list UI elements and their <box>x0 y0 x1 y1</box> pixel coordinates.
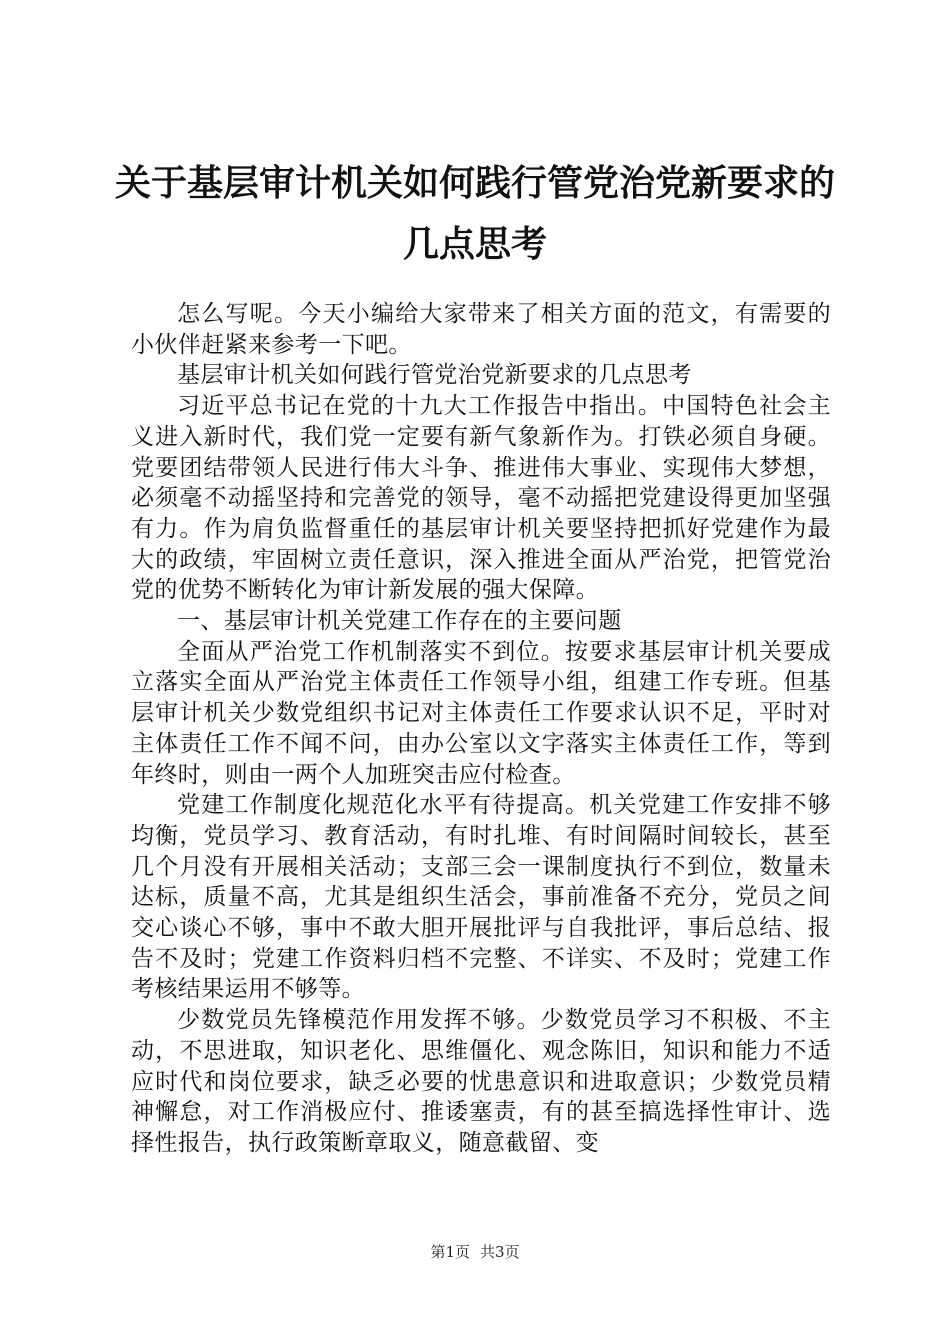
body-paragraph: 全面从严治党工作机制落实不到位。按要求基层审计机关要成立落实全面从严治党主体责任工作领导小组，组建工作专班。但基层审计机关少数党组织书记对主体责任工作要求认识不足，平时对主体责任工作不闻不问，由办公室以文字落实主体责任工作，等到年终时，则由一两个人加班突击应付检查。 <box>131 638 831 788</box>
subtitle-paragraph: 基层审计机关如何践行管党治党新要求的几点思考 <box>177 362 692 389</box>
document-title-line-1: 关于基层审计机关如何践行管党治党新要求的 <box>114 163 835 204</box>
section-heading: 一、基层审计机关党建工作存在的主要问题 <box>177 608 622 635</box>
intro-paragraph: 怎么写呢。今天小编给大家带来了相关方面的范文，有需要的小伙伴赶紧来参考一下吧。 <box>131 301 831 358</box>
document-body <box>131 299 831 1159</box>
page-number: 第1页 <box>430 1243 470 1261</box>
body-paragraph: 习近平总书记在党的十九大工作报告中指出。中国特色社会主义进入新时代，我们党一定要有新气象新作为。打铁必须自身硬。党要团结带领人民进行伟大斗争、推进伟大事业、实现伟大梦想，必须毫不动摇坚持和完善党的领导，毫不动摇把党建设得更加坚强有力。作为肩负监督重任的基层审计机关要坚持把抓好党建作为最大的政绩，牢固树立责任意识，深入推进全面从严治党，把管党治党的优势不断转化为审计新发展的强大保障。 <box>131 393 831 604</box>
body-paragraph: 党建工作制度化规范化水平有待提高。机关党建工作安排不够均衡，党员学习、教育活动，有时扎堆、有时间隔时间较长，甚至几个月没有开展相关活动；支部三会一课制度执行不到位，数量未达标，质量不高，尤其是组织生活会，事前准备不充分，党员之间交心谈心不够，事中不敢大胆开展批评与自我批评，事后总结、报告不及时；党建工作资料归档不完整、不详实、不及时；党建工作考核结果运用不够等。 <box>131 792 831 1003</box>
page-total: 共3页 <box>480 1243 520 1261</box>
document-title-line-2: 几点思考 <box>402 224 547 265</box>
page-footer <box>0 1242 950 1262</box>
body-paragraph: 少数党员先锋模范作用发挥不够。少数党员学习不积极、不主动，不思进取，知识老化、思维僵化、观念陈旧，知识和能力不适应时代和岗位要求，缺乏必要的忧患意识和进取意识；少数党员精神懈怠，对工作消极应付、推诿塞责，有的甚至搞选择性审计、选择性报告，执行政策断章取义，随意截留、变 <box>131 1007 831 1156</box>
